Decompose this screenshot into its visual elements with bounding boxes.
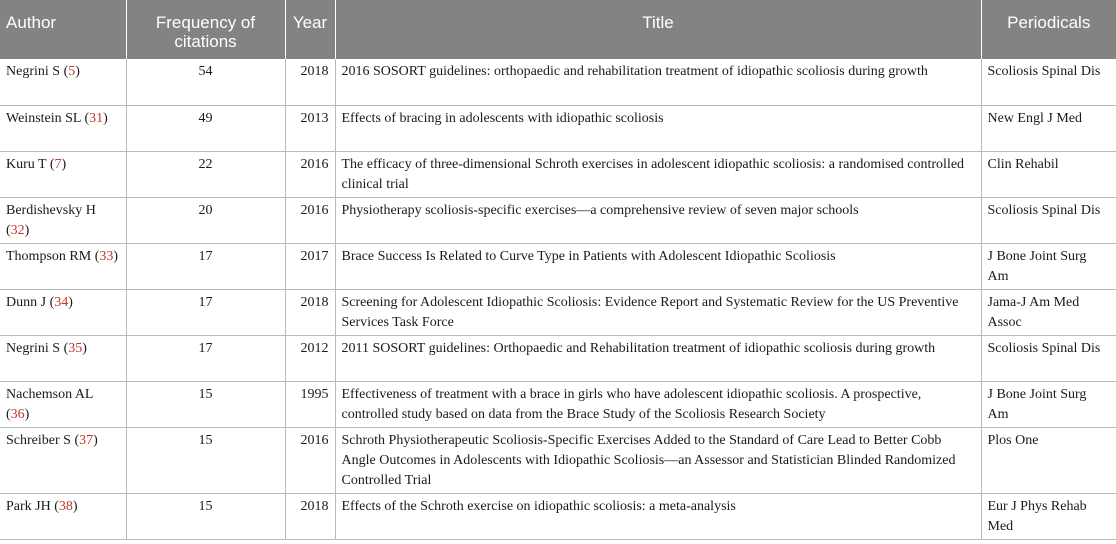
year-cell: 2013 <box>285 105 335 151</box>
reference-link[interactable]: 5 <box>68 64 76 79</box>
header-frequency: Frequency of citations <box>126 0 285 59</box>
table-row <box>0 197 1116 243</box>
author-cell: Schreiber S (37) <box>0 427 126 493</box>
author-cell: Negrini S (35) <box>0 335 126 381</box>
author-cell: Park JH (38) <box>0 493 126 539</box>
title-cell: Effects of the Schroth exercise on idiopathic scoliosis: a meta-analysis <box>335 493 981 539</box>
frequency-cell: 54 <box>126 59 285 105</box>
frequency-cell: 17 <box>126 335 285 381</box>
title-cell: Schroth Physiotherapeutic Scoliosis-Specific Exercises Added to the Standard of Care Lead to Better Cobb Angle Outcomes in Adolescents with Idiopathic Scoliosis—an Assessor and Statistician Blinded Randomized Controlled Trial <box>335 427 981 493</box>
reference-link[interactable]: 7 <box>54 156 62 172</box>
table-row <box>0 151 1116 197</box>
reference-link[interactable]: 37 <box>79 432 94 448</box>
periodical-cell: Scoliosis Spinal Dis <box>981 197 1116 243</box>
author-cell: Dunn J (34) <box>0 289 126 335</box>
periodical-cell: J Bone Joint Surg Am <box>981 243 1116 289</box>
frequency-cell: 22 <box>126 151 285 197</box>
periodical-cell: Scoliosis Spinal Dis <box>981 335 1116 381</box>
frequency-cell: 20 <box>126 197 285 243</box>
reference-link[interactable]: 35 <box>68 340 83 356</box>
title-cell: 2016 SOSORT guidelines: orthopaedic and rehabilitation treatment of idiopathic scoliosis during growth <box>335 59 981 105</box>
year-cell: 2017 <box>285 243 335 289</box>
author-name: Negrini S <box>6 64 61 79</box>
reference-link[interactable]: 38 <box>58 498 73 514</box>
title-cell: The efficacy of three-dimensional Schroth exercises in adolescent idiopathic scoliosis: a randomised controlled clinical trial <box>335 151 981 197</box>
periodical-cell: Scoliosis Spinal Dis <box>981 59 1116 105</box>
frequency-cell: 49 <box>126 105 285 151</box>
author-name: Kuru T <box>6 156 47 172</box>
author-name: Dunn J <box>6 294 47 310</box>
table-header <box>0 0 1116 59</box>
year-cell: 2016 <box>285 427 335 493</box>
table-row <box>0 243 1116 289</box>
table-row <box>0 381 1116 427</box>
table-row <box>0 59 1116 105</box>
reference-link[interactable]: 31 <box>89 110 104 126</box>
frequency-cell: 17 <box>126 243 285 289</box>
periodical-cell: Jama-J Am Med Assoc <box>981 289 1116 335</box>
title-cell: Physiotherapy scoliosis-specific exercises—a comprehensive review of seven major schools <box>335 197 981 243</box>
year-cell: 2018 <box>285 289 335 335</box>
table-row <box>0 427 1116 493</box>
year-cell: 2012 <box>285 335 335 381</box>
year-cell: 2018 <box>285 59 335 105</box>
title-cell: 2011 SOSORT guidelines: Orthopaedic and Rehabilitation treatment of idiopathic scoliosis during growth <box>335 335 981 381</box>
periodical-cell: J Bone Joint Surg Am <box>981 381 1116 427</box>
reference-link[interactable]: 32 <box>10 222 25 238</box>
title-cell: Brace Success Is Related to Curve Type in Patients with Adolescent Idiopathic Scoliosis <box>335 243 981 289</box>
title-cell: Screening for Adolescent Idiopathic Scoliosis: Evidence Report and Systematic Review for the US Preventive Services Task Force <box>335 289 981 335</box>
header-periodicals: Periodicals <box>981 0 1116 59</box>
frequency-cell: 17 <box>126 289 285 335</box>
author-name: Negrini S <box>6 340 61 356</box>
header-title: Title <box>335 0 981 59</box>
periodical-cell: Plos One <box>981 427 1116 493</box>
frequency-cell: 15 <box>126 493 285 539</box>
year-cell: 2016 <box>285 151 335 197</box>
reference-link[interactable]: 33 <box>99 248 114 264</box>
table-row <box>0 493 1116 539</box>
author-name: Weinstein SL <box>6 110 81 126</box>
header-row <box>0 0 1116 59</box>
author-cell: Negrini S (5) <box>0 59 126 105</box>
reference-link[interactable]: 36 <box>10 406 25 422</box>
table-body <box>0 59 1116 539</box>
author-cell: Berdishevsky H (32) <box>0 197 126 243</box>
periodical-cell: Clin Rehabil <box>981 151 1116 197</box>
frequency-cell: 15 <box>126 427 285 493</box>
year-cell: 2016 <box>285 197 335 243</box>
header-author: Author <box>0 0 126 59</box>
table-row <box>0 289 1116 335</box>
table-row <box>0 105 1116 151</box>
author-name: Nachemson AL <box>6 386 93 402</box>
reference-link[interactable]: 34 <box>54 294 69 310</box>
author-cell: Kuru T (7) <box>0 151 126 197</box>
author-name: Schreiber S <box>6 432 71 448</box>
author-name: Thompson RM <box>6 248 92 264</box>
author-cell: Weinstein SL (31) <box>0 105 126 151</box>
year-cell: 2018 <box>285 493 335 539</box>
header-year: Year <box>285 0 335 59</box>
frequency-cell: 15 <box>126 381 285 427</box>
periodical-cell: Eur J Phys Rehab Med <box>981 493 1116 539</box>
author-name: Berdishevsky H <box>6 202 96 218</box>
title-cell: Effects of bracing in adolescents with idiopathic scoliosis <box>335 105 981 151</box>
table-row <box>0 335 1116 381</box>
periodical-cell: New Engl J Med <box>981 105 1116 151</box>
year-cell: 1995 <box>285 381 335 427</box>
author-name: Park JH <box>6 498 51 514</box>
author-cell: Nachemson AL (36) <box>0 381 126 427</box>
title-cell: Effectiveness of treatment with a brace in girls who have adolescent idiopathic scoliosis. A prospective, controlled study based on data from the Brace Study of the Scoliosis Research Society <box>335 381 981 427</box>
author-cell: Thompson RM (33) <box>0 243 126 289</box>
